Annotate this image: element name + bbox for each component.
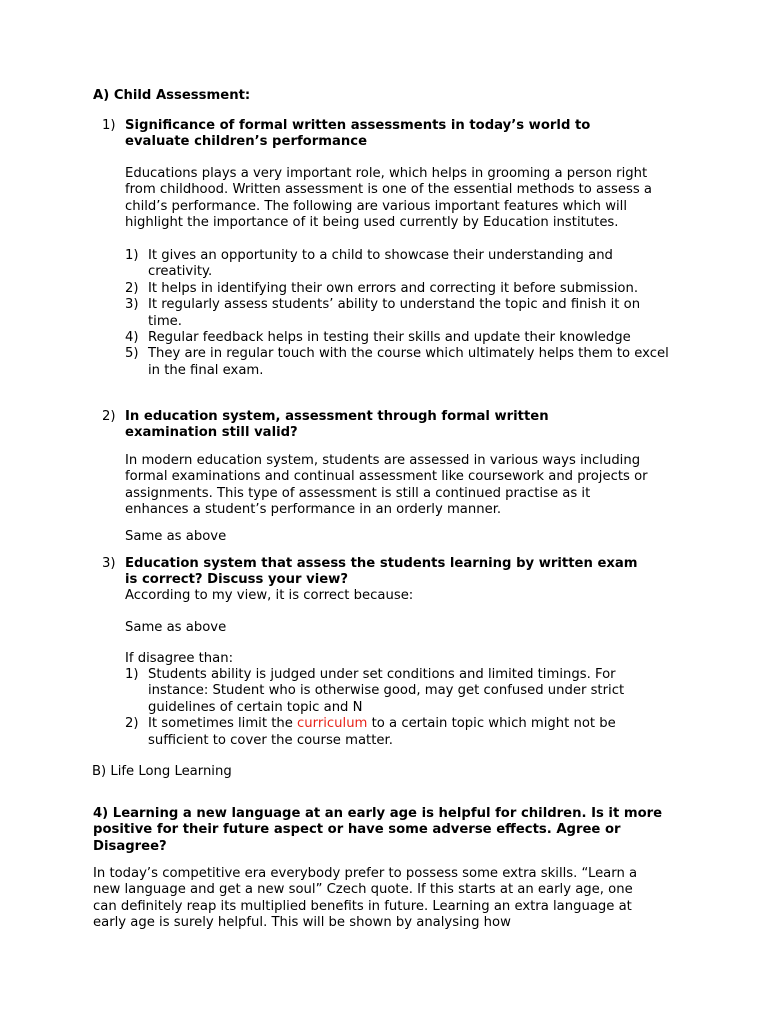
list-item: 1) Students ability is judged under set conditions and limited timings. For instance: Student who is otherwise good, may get confused under strict guidelines of certain topic and N bbox=[125, 667, 625, 715]
question-2-body: In modern education system, students are assessed in various ways including formal examinations and continual assessment like coursework and projects or assignments. This type of assessment is still a continued practise as it enhances a student’s performance in an orderly manner. bbox=[125, 453, 648, 518]
list-item: 2) It helps in identifying their own errors and correcting it before submission. bbox=[125, 280, 639, 296]
question-3-title: Education system that assess the students learning by written exam is correct? Discuss your view? bbox=[125, 556, 638, 588]
question-3-number: 3) bbox=[102, 556, 116, 571]
section-a-heading: A) Child Assessment: bbox=[93, 88, 251, 103]
list-item: 5) They are in regular touch with the course which ultimately helps them to excel in the final exam. bbox=[125, 346, 669, 378]
question-2-same: Same as above bbox=[125, 529, 227, 544]
question-2 bbox=[102, 409, 642, 442]
question-3-disagree: If disagree than: bbox=[125, 651, 234, 666]
question-3-same: Same as above bbox=[125, 620, 227, 635]
curriculum-highlight: curriculum bbox=[297, 716, 368, 732]
question-1-list bbox=[125, 248, 670, 379]
question-1-body: Educations plays a very important role, which helps in grooming a person right from childhood. Written assessment is one of the essential methods to assess a child’s performance. The following are various important features which will highlight the importance of it being used currently by Education institutes. bbox=[125, 166, 652, 231]
list-item: 4) Regular feedback helps in testing their skills and update their knowledge bbox=[125, 330, 631, 346]
question-3-list bbox=[125, 667, 670, 749]
question-1 bbox=[102, 118, 642, 151]
question-1-title: Significance of formal written assessments in today’s world to evaluate children’s performance bbox=[125, 118, 591, 150]
question-4-body: In today’s competitive era everybody prefer to possess some extra skills. “Learn a new language and get a new soul” Czech quote. If this starts at an early age, one can definitely reap its multiplied benefits in future. Learning an extra language at early age is surely helpful. This will be shown by analysing how bbox=[93, 866, 638, 931]
list-item: 2) It sometimes limit the curriculum to a certain topic which might not be sufficient to cover the course matter. bbox=[125, 716, 616, 748]
question-2-title: In education system, assessment through formal written examination still valid? bbox=[125, 409, 549, 441]
list-item: 1) It gives an opportunity to a child to showcase their understanding and creativity. bbox=[125, 248, 613, 280]
question-1-number: 1) bbox=[102, 118, 116, 133]
question-2-number: 2) bbox=[102, 409, 116, 424]
section-b-heading: B) Life Long Learning bbox=[92, 764, 232, 779]
question-3 bbox=[102, 556, 642, 589]
question-4-title: 4) Learning a new language at an early age is helpful for children. Is it more positive for their future aspect or have some adverse effects. Agree or Disagree? bbox=[93, 806, 663, 854]
list-item: 3) It regularly assess students’ ability to understand the topic and finish it on time. bbox=[125, 297, 641, 329]
question-3-view: According to my view, it is correct because: bbox=[125, 588, 414, 603]
